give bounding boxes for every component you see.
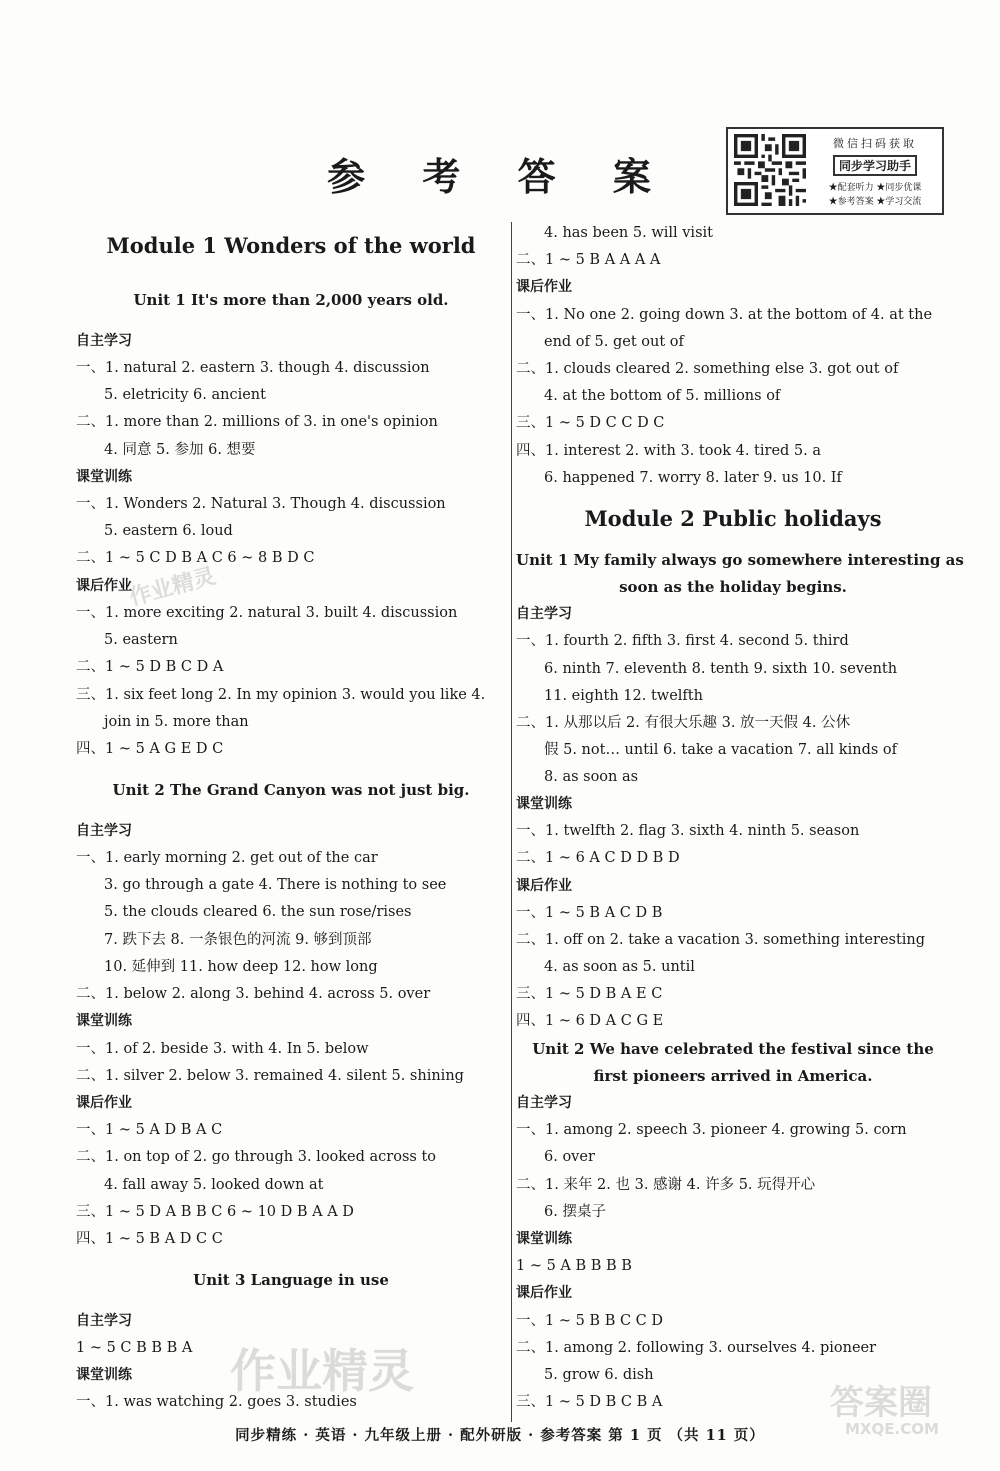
section-label: 自主学习 bbox=[516, 1095, 572, 1111]
answer-line: 四、1 ~ 5 A G E D C bbox=[76, 741, 224, 757]
answer-line: 四、1 ~ 6 D A C G E bbox=[516, 1013, 664, 1029]
answer-line: 5. eletricity 6. ancient bbox=[104, 387, 266, 403]
unit-heading: Unit 2 The Grand Canyon was not just big. bbox=[112, 781, 470, 799]
section-label: 课后作业 bbox=[516, 878, 572, 894]
section-label: 课后作业 bbox=[516, 1285, 572, 1301]
section-label: 课后作业 bbox=[76, 1095, 132, 1111]
section-label: 课堂训练 bbox=[76, 1367, 132, 1383]
answer-line: 一、1 ~ 5 B B C C D bbox=[516, 1313, 663, 1329]
section-label: 课后作业 bbox=[76, 578, 132, 594]
answer-line: 5. the clouds cleared 6. the sun rose/rises bbox=[104, 904, 412, 920]
answer-line: 一、1. of 2. beside 3. with 4. In 5. below bbox=[76, 1041, 369, 1057]
answer-line: 一、1 ~ 5 B A C D B bbox=[516, 905, 663, 921]
section-label: 自主学习 bbox=[516, 606, 572, 622]
answer-line: 6. happened 7. worry 8. later 9. us 10. If bbox=[544, 470, 842, 486]
unit-heading-cont: soon as the holiday begins. bbox=[619, 578, 847, 596]
answer-line: 4. at the bottom of 5. millions of bbox=[544, 388, 781, 404]
answer-line: 1 ~ 5 C B B B A bbox=[76, 1340, 193, 1356]
answer-line: 二、1. silver 2. below 3. remained 4. silent 5. shining bbox=[76, 1068, 464, 1084]
answer-line: 一、1. more exciting 2. natural 3. built 4. discussion bbox=[76, 605, 458, 621]
module-heading: Module 2 Public holidays bbox=[584, 506, 882, 531]
section-label: 课堂训练 bbox=[516, 1231, 572, 1247]
answer-line: 假 5. not… until 6. take a vacation 7. all kinds of bbox=[544, 742, 897, 758]
watermark-url: MXQE.COM bbox=[845, 1420, 939, 1438]
answer-line: 三、1 ~ 5 D B A E C bbox=[516, 986, 663, 1002]
answer-line: 四、1. interest 2. with 3. took 4. tired 5. a bbox=[516, 443, 822, 459]
answer-line: 一、1. Wonders 2. Natural 3. Though 4. discussion bbox=[76, 496, 446, 512]
watermark: 作业精灵 bbox=[126, 563, 219, 611]
answer-line: 5. eastern bbox=[104, 632, 178, 648]
answer-line: 三、1. six feet long 2. In my opinion 3. would you like 4. bbox=[76, 687, 486, 703]
answer-line: 4. as soon as 5. until bbox=[544, 959, 695, 975]
answer-line: 二、1 ~ 5 B A A A A bbox=[516, 252, 661, 268]
answer-line: 3. go through a gate 4. There is nothing to see bbox=[104, 877, 447, 893]
answer-line: 三、1 ~ 5 D C C D C bbox=[516, 415, 665, 431]
answer-line: 一、1. No one 2. going down 3. at the bottom of 4. at the bbox=[516, 307, 933, 323]
qr-promo-box bbox=[726, 127, 944, 215]
unit-heading: Unit 2 We have celebrated the festival since the bbox=[532, 1040, 934, 1058]
section-label: 自主学习 bbox=[76, 823, 132, 839]
answer-line: 二、1 ~ 5 D B C D A bbox=[76, 659, 224, 675]
column-divider bbox=[511, 222, 512, 1422]
page-title: 参 考 答 案 bbox=[327, 154, 673, 199]
answer-line: 二、1 ~ 5 C D B A C 6 ~ 8 B D C bbox=[76, 550, 315, 566]
answer-line: 一、1. was watching 2. goes 3. studies bbox=[76, 1394, 357, 1410]
answer-line: 4. fall away 5. looked down at bbox=[104, 1177, 324, 1193]
unit-heading: Unit 3 Language in use bbox=[193, 1271, 389, 1289]
qr-caption: 微信扫码获取 bbox=[833, 137, 917, 150]
answer-line: 5. eastern 6. loud bbox=[104, 523, 233, 539]
answer-line: 一、1. early morning 2. get out of the car bbox=[76, 850, 378, 866]
answer-line: 4. 同意 5. 参加 6. 想要 bbox=[104, 442, 256, 458]
answer-line: 一、1. among 2. speech 3. pioneer 4. growing 5. corn bbox=[516, 1122, 907, 1138]
answer-line: 4. has been 5. will visit bbox=[544, 225, 713, 241]
qr-code-icon bbox=[734, 134, 806, 206]
unit-heading: Unit 1 It's more than 2,000 years old. bbox=[133, 291, 449, 309]
answer-line: 11. eighth 12. twelfth bbox=[544, 688, 703, 704]
section-label: 自主学习 bbox=[76, 333, 132, 349]
answer-line: 二、1. among 2. following 3. ourselves 4. pioneer bbox=[516, 1340, 877, 1356]
answer-line: 二、1 ~ 6 A C D D B D bbox=[516, 850, 680, 866]
answer-line: 7. 跌下去 8. 一条银色的河流 9. 够到顶部 bbox=[104, 932, 372, 948]
answer-line: 一、1. natural 2. eastern 3. though 4. discussion bbox=[76, 360, 430, 376]
section-label: 课堂训练 bbox=[76, 469, 132, 485]
answer-line: end of 5. get out of bbox=[544, 334, 684, 350]
answer-line: 二、1. off on 2. take a vacation 3. something interesting bbox=[516, 932, 926, 948]
section-label: 课堂训练 bbox=[516, 796, 572, 812]
answer-line: 二、1. 从那以后 2. 有很大乐趣 3. 放一天假 4. 公休 bbox=[516, 715, 851, 731]
answer-line: 四、1 ~ 5 B A D C C bbox=[76, 1231, 223, 1247]
section-label: 课堂训练 bbox=[76, 1013, 132, 1029]
section-label: 课后作业 bbox=[516, 279, 572, 295]
answer-line: join in 5. more than bbox=[104, 714, 249, 730]
answer-line: 6. over bbox=[544, 1149, 595, 1165]
answer-line: 一、1 ~ 5 A D B A C bbox=[76, 1122, 223, 1138]
answer-line: 6. ninth 7. eleventh 8. tenth 9. sixth 10. seventh bbox=[544, 661, 898, 677]
unit-heading: Unit 1 My family always go somewhere interesting as bbox=[516, 551, 964, 569]
answer-line: 三、1 ~ 5 D B C B A bbox=[516, 1394, 663, 1410]
answer-line: 5. grow 6. dish bbox=[544, 1367, 654, 1383]
answer-line: 二、1. on top of 2. go through 3. looked across to bbox=[76, 1149, 437, 1165]
answer-line: 三、1 ~ 5 D A B B C 6 ~ 10 D B A A D bbox=[76, 1204, 354, 1220]
answer-line: 一、1. fourth 2. fifth 3. first 4. second 5. third bbox=[516, 633, 849, 649]
qr-badge: 同步学习助手 bbox=[833, 155, 917, 176]
module-heading: Module 1 Wonders of the world bbox=[106, 233, 476, 258]
watermark: 作业精灵 bbox=[230, 1344, 414, 1398]
answer-line: 二、1. below 2. along 3. behind 4. across 5. over bbox=[76, 986, 431, 1002]
answer-line: 1 ~ 5 A B B B B bbox=[516, 1258, 632, 1274]
qr-features-1: ★配套听力 ★同步优课 bbox=[828, 183, 922, 193]
answer-line: 二、1. more than 2. millions of 3. in one's opinion bbox=[76, 414, 438, 430]
qr-features-2: ★参考答案 ★学习交流 bbox=[828, 197, 922, 207]
page-footer: 同步精练 · 英语 · 九年级上册 · 配外研版 · 参考答案 第 1 页 （共 11 页） bbox=[235, 1427, 765, 1444]
answer-line: 一、1. twelfth 2. flag 3. sixth 4. ninth 5. season bbox=[516, 823, 860, 839]
watermark-logo: 答案圈 bbox=[830, 1383, 932, 1423]
section-label: 自主学习 bbox=[76, 1313, 132, 1329]
unit-heading-cont: first pioneers arrived in America. bbox=[593, 1067, 873, 1085]
answer-line: 10. 延伸到 11. how deep 12. how long bbox=[104, 959, 378, 975]
answer-line: 二、1. clouds cleared 2. something else 3. got out of bbox=[516, 361, 899, 377]
answer-line: 二、1. 来年 2. 也 3. 感谢 4. 许多 5. 玩得开心 bbox=[516, 1177, 816, 1193]
answer-line: 6. 摆桌子 bbox=[544, 1204, 606, 1220]
answer-line: 8. as soon as bbox=[544, 769, 639, 785]
